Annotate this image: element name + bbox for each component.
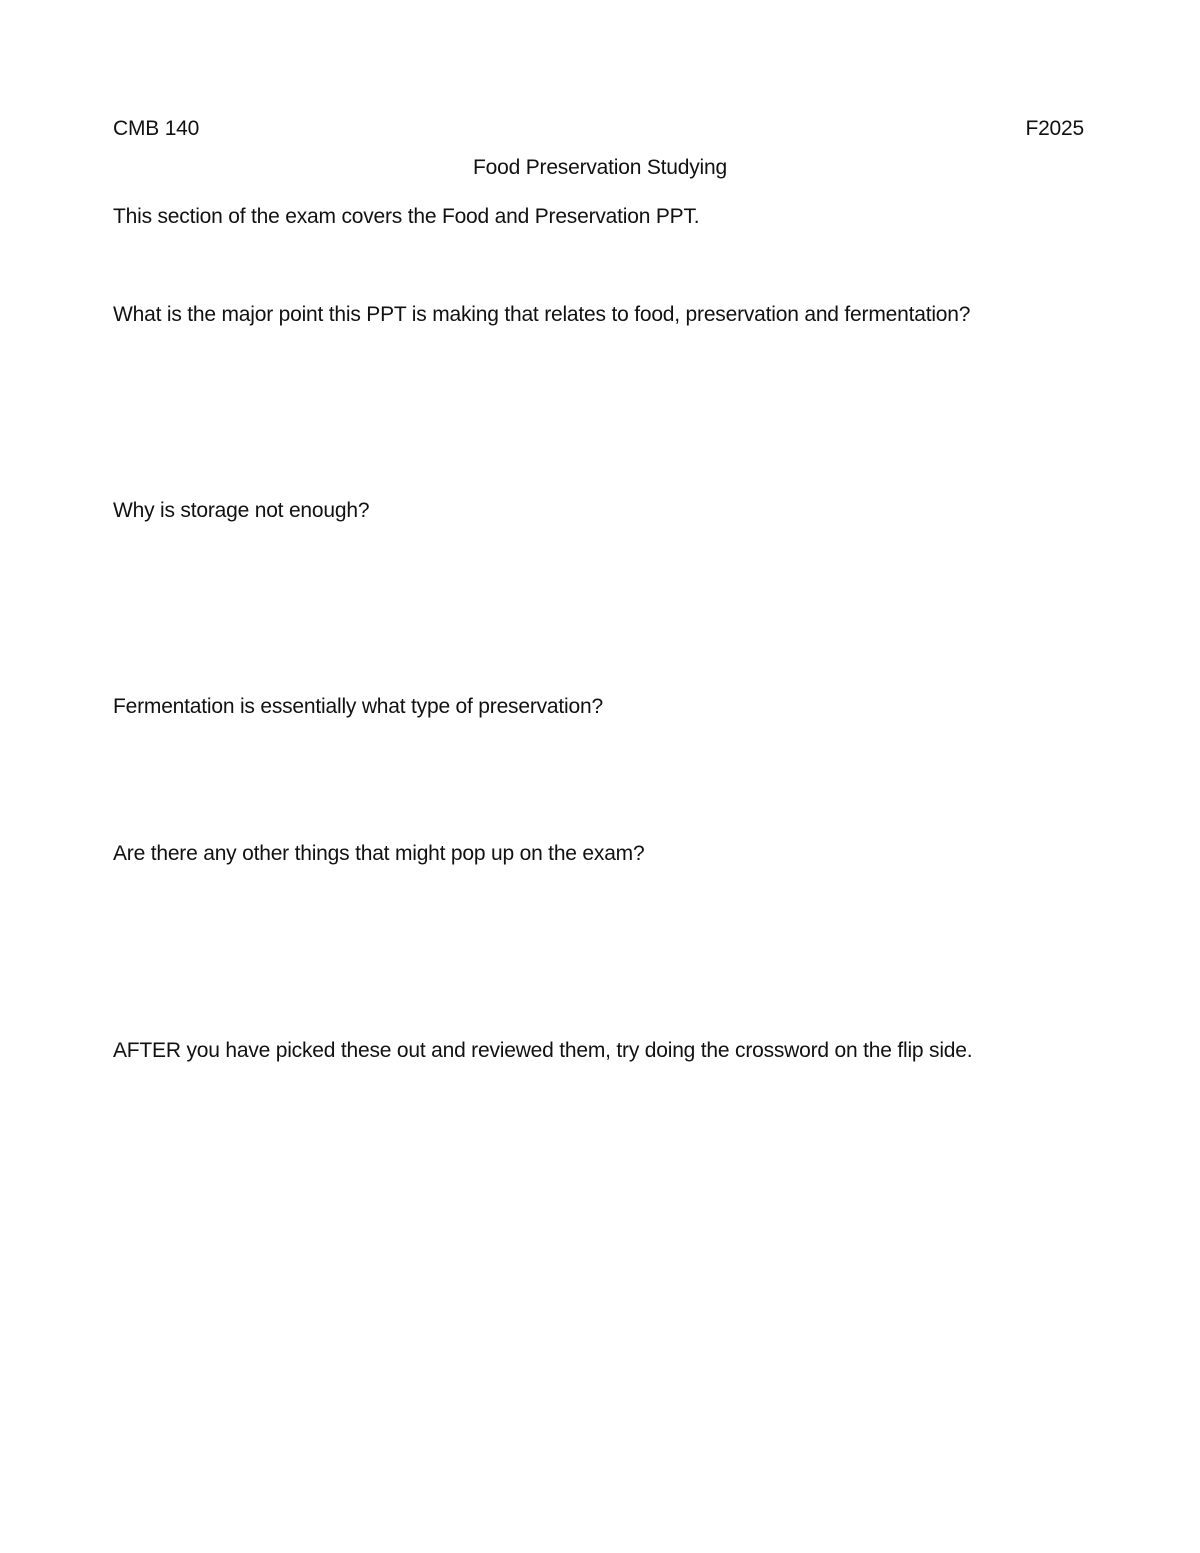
intro-text: This section of the exam covers the Food and Preservation PPT. xyxy=(113,205,700,228)
question-3: Fermentation is essentially what type of preservation? xyxy=(113,695,603,718)
question-4: Are there any other things that might pop up on the exam? xyxy=(113,842,645,865)
question-2: Why is storage not enough? xyxy=(113,499,370,522)
question-1: What is the major point this PPT is making that relates to food, preservation and fermentation? xyxy=(113,303,971,326)
term-code: F2025 xyxy=(1025,117,1084,140)
page-title: Food Preservation Studying xyxy=(473,156,727,179)
course-code: CMB 140 xyxy=(113,117,200,140)
closing-instruction: AFTER you have picked these out and reviewed them, try doing the crossword on the flip side. xyxy=(113,1039,973,1062)
